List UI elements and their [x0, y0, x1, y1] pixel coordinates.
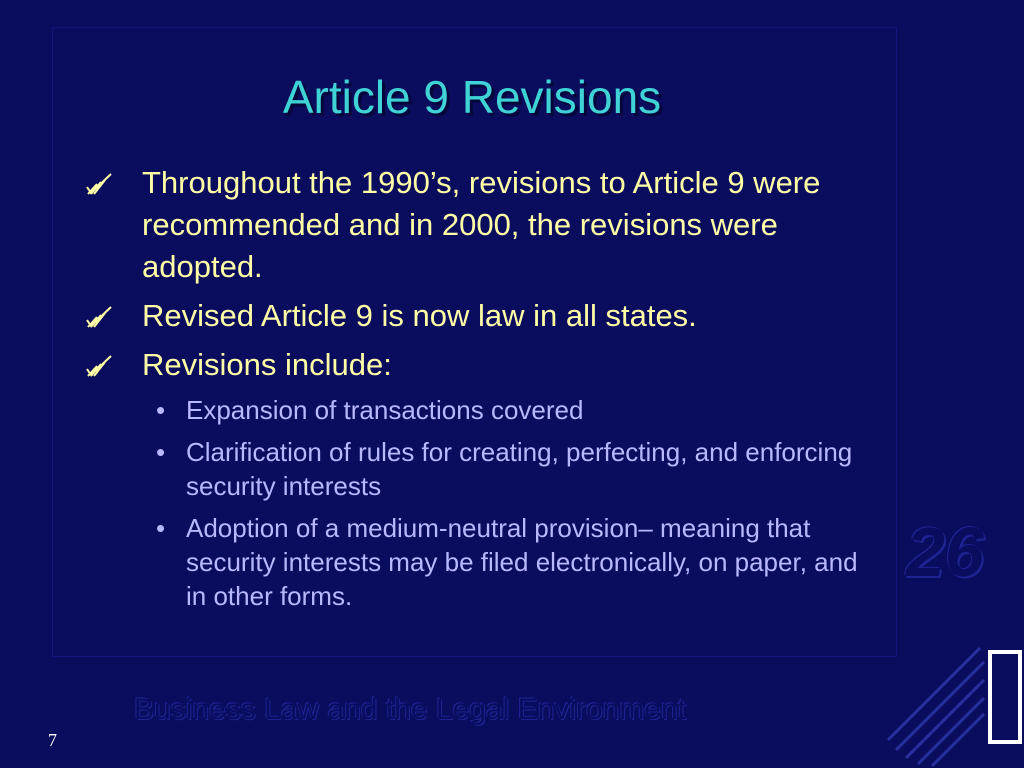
bullet-dot: •	[156, 437, 166, 467]
bullet-dot: •	[156, 513, 166, 543]
subbullet-item	[86, 393, 876, 427]
pencil-check-icon	[86, 306, 114, 328]
chapter-number: 26	[906, 513, 984, 591]
bullet-text: Revised Article 9 is now law in all states.	[142, 298, 697, 333]
corner-decoration	[880, 630, 1024, 768]
page-number: 7	[48, 730, 57, 750]
slide-title: Article 9 Revisions	[282, 71, 662, 123]
bullet-text: Revisions include:	[142, 347, 392, 382]
subbullet-text: Adoption of a medium-neutral provision– meaning that security interests may be filed electronically, on paper, and in other forms.	[186, 513, 858, 611]
bullet-dot: •	[156, 395, 166, 425]
pencil-check-icon	[86, 355, 114, 377]
pencil-check-icon	[86, 173, 114, 195]
subbullet-text: Clarification of rules for creating, perfecting, and enforcing security interests	[186, 437, 853, 501]
subbullet-item	[86, 435, 876, 503]
subbullet-text: Expansion of transactions covered	[186, 395, 584, 425]
bullet-item	[86, 344, 876, 386]
bullet-text: Throughout the 1990’s, revisions to Article 9 were recommended and in 2000, the revisions were adopted.	[142, 165, 821, 284]
footer-text: Business Law and the Legal Environment	[134, 693, 687, 726]
bullet-item	[86, 162, 876, 288]
bullet-item	[86, 295, 876, 337]
bullet-list	[86, 162, 876, 621]
subbullet-item	[86, 511, 876, 613]
